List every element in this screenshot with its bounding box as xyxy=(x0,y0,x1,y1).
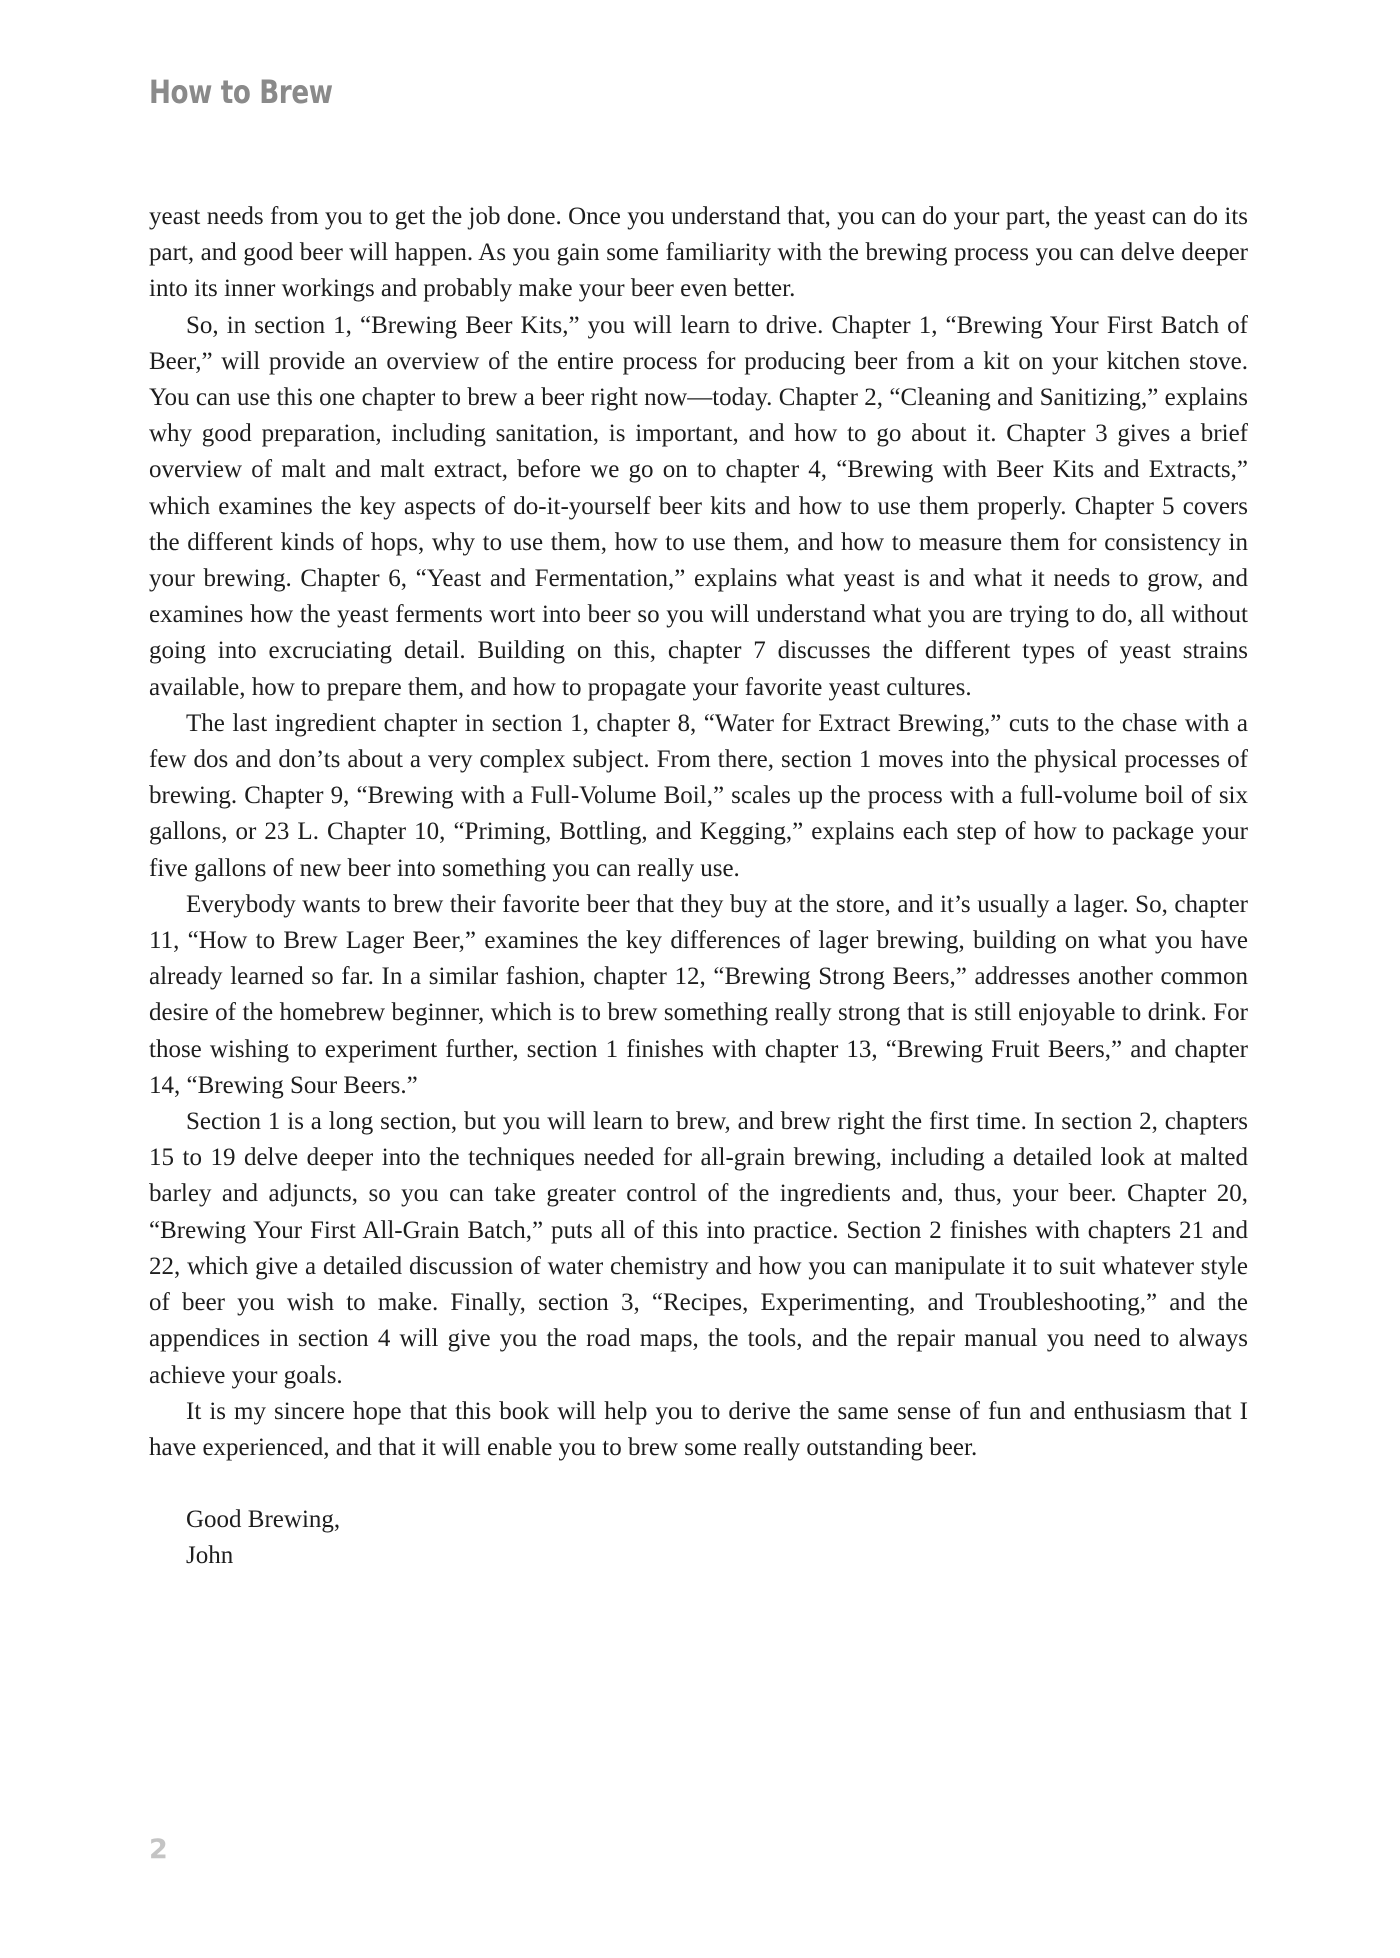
running-head: How to Brew xyxy=(149,73,333,111)
page-number: 2 xyxy=(149,1834,168,1865)
paragraph-continued: yeast needs from you to get the job done. Once you understand that, you can do your part, the yeast can do its part, and good beer will happen. As you gain some familiarity with the brewing process you can delve deeper into its inner workings and probably make your beer even better. xyxy=(149,203,1248,303)
closing-salutation: Good Brewing, xyxy=(186,1506,341,1534)
closing-block xyxy=(149,1502,1248,1574)
signature: John xyxy=(186,1542,234,1570)
paragraph: It is my sincere hope that this book will help you to derive the same sense of fun and enthusiasm that I have experienced, and that it will enable you to brew some really outstanding beer. xyxy=(149,1397,1248,1461)
paragraph: Everybody wants to brew their favorite beer that they buy at the store, and it’s usually a lager. So, chapter 11, “How to Brew Lager Beer,” examines the key differences of lager brewing, building on what you have already learned so far. In a similar fashion, chapter 12, “Brewing Strong Beers,” addresses another common desire of the homebrew beginner, which is to brew something really strong that is still enjoyable to drink. For those wishing to experiment further, section 1 finishes with chapter 13, “Brewing Fruit Beers,” and chapter 14, “Brewing Sour Beers.” xyxy=(149,890,1248,1099)
paragraph: The last ingredient chapter in section 1, chapter 8, “Water for Extract Brewing,” cuts to the chase with a few dos and don’ts about a very complex subject. From there, section 1 moves into the physical processes of brewing. Chapter 9, “Brewing with a Full-Volume Boil,” scales up the process with a full-volume boil of six gallons, or 23 L. Chapter 10, “Priming, Bottling, and Kegging,” explains each step of how to package your five gallons of new beer into something you can really use. xyxy=(149,709,1248,882)
body-text xyxy=(149,199,1248,1575)
paragraph: Section 1 is a long section, but you will learn to brew, and brew right the first time. In section 2, chapters 15 to 19 delve deeper into the techniques needed for all-grain brewing, including a detailed look at malted barley and adjuncts, so you can take greater control of the ingredients and, thus, your beer. Chapter 20, “Brewing Your First All-Grain Batch,” puts all of this into practice. Section 2 finishes with chapters 21 and 22, which give a detailed discussion of water chemistry and how you can manipulate it to suit whatever style of beer you wish to make. Finally, section 3, “Recipes, Experimenting, and Troubleshooting,” and the appendices in section 4 will give you the road maps, the tools, and the repair manual you need to always achieve your goals. xyxy=(149,1108,1248,1389)
paragraph: So, in section 1, “Brewing Beer Kits,” you will learn to drive. Chapter 1, “Brewing Your First Batch of Beer,” will provide an overview of the entire process for producing beer from a kit on your kitchen stove. You can use this one chapter to brew a beer right now—today. Chapter 2, “Cleaning and Sanitizing,” explains why good preparation, including sanitation, is important, and how to go about it. Chapter 3 gives a brief overview of malt and malt extract, before we go on to chapter 4, “Brewing with Beer Kits and Extracts,” which examines the key aspects of do-it-yourself beer kits and how to use them properly. Chapter 5 covers the different kinds of hops, why to use them, how to use them, and how to measure them for consistency in your brewing. Chapter 6, “Yeast and Fermentation,” explains what yeast is and what it needs to grow, and examines how the yeast ferments wort into beer so you will understand what you are trying to do, all without going into excruciating detail. Building on this, chapter 7 discusses the different types of yeast strains available, how to prepare them, and how to propagate your favorite yeast cultures. xyxy=(149,311,1248,701)
